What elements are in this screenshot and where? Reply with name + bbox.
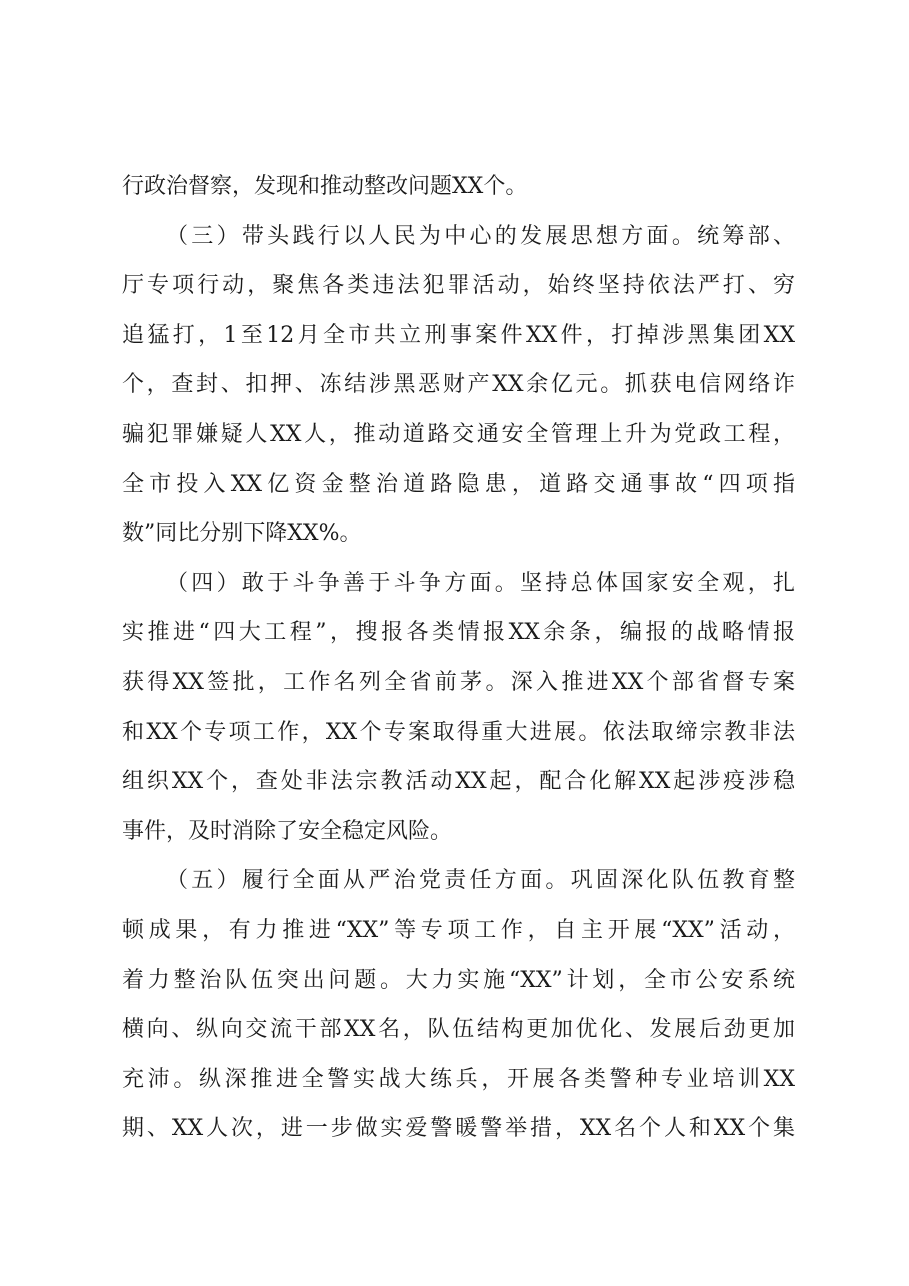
- paragraph-section-three: [122, 212, 795, 559]
- text-line: （三）带头践行以人民为中心的发展思想方面。统筹部、: [166, 223, 795, 249]
- text-line: 期、XX人次，进一步做实爱警暖警举措，XX名个人和XX个集: [122, 1116, 795, 1142]
- text-line: 获得XX签批，工作名列全省前茅。深入推进XX个部省督专案: [122, 669, 795, 695]
- text-line: 充沛。纵深推进全警实战大练兵，开展各类警种专业培训XX: [122, 1066, 795, 1092]
- text-line: 全市投入XX亿资金整治道路隐患，道路交通事故“四项指: [122, 471, 795, 497]
- text-line: 骗犯罪嫌疑人XX人，推动道路交通安全管理上升为党政工程，: [122, 421, 795, 447]
- text-line: 事件，及时消除了安全稳定风险。: [122, 818, 453, 844]
- text-line: 行政治督察，发现和推动整改问题XX个。: [122, 174, 528, 199]
- text-line: 横向、纵向交流干部XX名，队伍结构更加优化、发展后劲更加: [122, 1017, 795, 1043]
- text-line: 顿成果，有力推进“XX”等专项工作，自主开展“XX”活动，: [122, 917, 795, 943]
- text-line: （四）敢于斗争善于斗争方面。坚持总体国家安全观，扎: [166, 570, 795, 596]
- text-line: 个，查封、扣押、冻结涉黑恶财产XX余亿元。抓获电信网络诈: [122, 372, 795, 398]
- text-line: 着力整治队伍突出问题。大力实施“XX”计划，全市公安系统: [122, 967, 795, 993]
- text-line: 和XX个专项工作，XX个专案取得重大进展。依法取缔宗教非法: [122, 719, 795, 745]
- document-body: [122, 162, 795, 1154]
- text-line: 追猛打，1至12月全市共立刑事案件XX件，打掉涉黑集团XX: [122, 322, 795, 348]
- paragraph-section-five: [122, 856, 795, 1154]
- text-line: 厅专项行动，聚焦各类违法犯罪活动，始终坚持依法严打、穷: [122, 273, 795, 299]
- text-line: （五）履行全面从严治党责任方面。巩固深化队伍教育整: [166, 868, 795, 894]
- text-line: 组织XX个，查处非法宗教活动XX起，配合化解XX起涉疫涉稳: [122, 769, 795, 795]
- text-line: 数”同比分别下降XX%。: [122, 521, 362, 547]
- paragraph-section-four: [122, 559, 795, 857]
- text-line: 实推进“四大工程”，搜报各类情报XX余条，编报的战略情报: [122, 620, 795, 646]
- paragraph-continuation: [122, 162, 795, 212]
